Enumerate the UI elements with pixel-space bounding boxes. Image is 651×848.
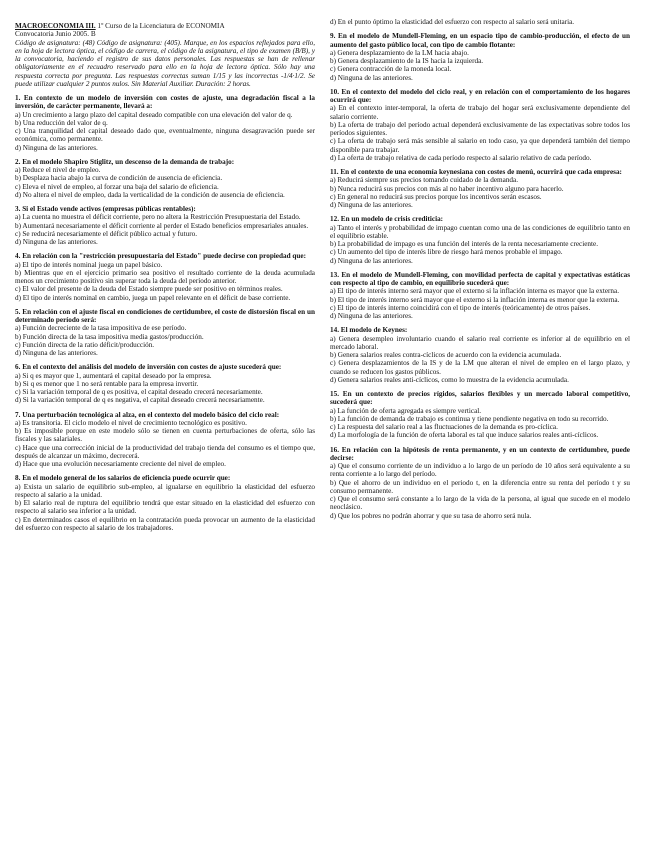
answer-option: c) Genera contracción de la moneda local. bbox=[330, 65, 452, 74]
answer-option: d) Ninguna de las anteriores. bbox=[15, 349, 98, 357]
question-stem: 3. Si el Estado vende activos (empresas públicas rentables): bbox=[15, 205, 196, 213]
answer-option: b) Genera desplazamiento de la IS hacia la izquierda. bbox=[330, 57, 484, 65]
question-block bbox=[330, 215, 630, 265]
question-stem: 16. En relación con la hipótesis de renta permanente, y en un contexto de certidumbre, puede decirse: bbox=[330, 445, 630, 462]
exam-title-line bbox=[15, 22, 315, 30]
answer-option: b) Una reducción del valor de q. bbox=[15, 118, 108, 127]
question-stem: 8. En el modelo general de los salarios de eficiencia puede ocurrir que: bbox=[15, 474, 231, 483]
answer-option: a) Genera desempleo involuntario cuando el salario real corriente es inferior al de equilibrio en el mercado laboral. bbox=[330, 334, 630, 351]
answer-option: b) Aumentará necesariamente el déficit corriente al perder el Estado beneficios empresariales anuales. bbox=[15, 221, 309, 230]
answer-option: a) Reduce el nivel de empleo. bbox=[15, 166, 101, 174]
answer-option: c) Que el consumo será constante a lo largo de la vida de la persona, al igual que sucede en el modelo neoclásico. bbox=[330, 495, 630, 512]
answer-option: c) Una tranquilidad del capital deseado dado que, eventualmente, ninguna desagravación puede ser económica, como permanente. bbox=[15, 127, 315, 144]
answer-option: d) No altera el nivel de empleo, dada la verticalidad de la condición de ausencia de eficiencia. bbox=[15, 190, 285, 199]
question-block bbox=[330, 326, 630, 384]
answer-option: a) En el contexto inter-temporal, la oferta de trabajo del hogar será exclusivamente dependiente del salario corriente. bbox=[330, 104, 630, 121]
continued-option bbox=[330, 18, 630, 26]
question-block bbox=[330, 390, 630, 440]
question-block bbox=[15, 158, 315, 199]
question-block bbox=[330, 88, 630, 162]
question-stem: 9. En el modelo de Mundell-Fleming, en un espacio tipo de cambio-producción, el efecto de un aumento del gasto público local, con tipo de cambio flotante: bbox=[330, 32, 630, 49]
answer-option: c) En general no reducirá sus precios porque los incentivos serán escasos. bbox=[330, 192, 542, 201]
answer-option: c) Eleva el nivel de empleo, al forzar una baja del salario de eficiencia. bbox=[15, 182, 219, 191]
left-question-list bbox=[15, 94, 315, 532]
question-stem: 7. Una perturbación tecnológica al alza, en el contexto del modelo básico del ciclo real: bbox=[15, 410, 280, 419]
answer-option: a) Que el consumo corriente de un individuo a lo largo de un período de 10 años será equivalente a su renta corriente a lo largo del período. bbox=[330, 462, 630, 479]
answer-option: d) Genera salarios reales anti-cíclicos, como lo muestra de la evidencia acumulada. bbox=[330, 375, 569, 384]
answer-option: a) Si q es mayor que 1, aumentará el capital deseado por la empresa. bbox=[15, 371, 212, 380]
question-block bbox=[15, 252, 315, 302]
answer-option: d) Hace que una evolución necesariamente creciente del nivel de empleo. bbox=[15, 460, 226, 468]
answer-option: a) Es transitoria. El ciclo modelo el nivel de crecimiento tecnológico es positivo. bbox=[15, 418, 247, 427]
answer-option: b) Desplaza hacia abajo la curva de condición de ausencia de eficiencia. bbox=[15, 174, 223, 183]
answer-option: a) La función de oferta agregada es siempre vertical. bbox=[330, 406, 482, 415]
answer-option: d) Ninguna de las anteriores. bbox=[15, 143, 98, 152]
question-block bbox=[15, 308, 315, 358]
answer-option: b) La probabilidad de impago es una función del interés de la renta necesariamente creciente. bbox=[330, 240, 599, 248]
answer-option: d) La morfología de la función de oferta laboral es tal que induce salarios reales anti-cíclicos. bbox=[330, 431, 599, 440]
answer-option: d) El tipo de interés nominal en cambio, juega un papel relevante en el déficit de base corriente. bbox=[15, 293, 291, 302]
answer-option: a) Función decreciente de la tasa impositiva de ese período. bbox=[15, 324, 187, 333]
question-block bbox=[330, 168, 630, 209]
exam-instructions: Código de asignatura: (48) Código de asignatura: (405). Marque, en los espacios reflejados para ello, en la hoja de lectora óptica, el código de carrera, el código de la asignatura, el tipo de examen (B/B), y la convocatoria, haciendo el registro de sus datos personales. Las respuestas se han de rellenar obligatoriamente en el recuadro reservado para ello en la hoja de lectora óptica. Sólo hay una respuesta correcta por pregunta. Las respuestas correctas suman 1/15 y las incorrectas -1/4·1/2. Se puede utilizar cualquier 2 puntos nulos. Sin Material Auxiliar. Duración: 2 horas. bbox=[15, 38, 315, 88]
answer-option: b) Nunca reducirá sus precios con más al no haber incentivo alguno para hacerlo. bbox=[330, 184, 564, 193]
answer-option: a) Reducirá siempre sus precios tomando cuidado de la demanda. bbox=[330, 176, 519, 185]
question-stem: 14. El modelo de Keynes: bbox=[330, 326, 408, 335]
answer-option: b) Es imposible porque en este modelo sólo se tienen en cuenta perturbaciones de oferta, sólo las fiscales y las salariales. bbox=[15, 427, 315, 444]
answer-option: b) Función directa de la tasa impositiva media gastos/producción. bbox=[15, 332, 204, 341]
question-stem: 1. En contexto de un modelo de inversión con costes de ajuste, una degradación fiscal a la inversión, de carácter permanente, llevará a: bbox=[15, 94, 315, 111]
question-stem: 2. En el modelo Shapiro Stiglitz, un descenso de la demanda de trabajo: bbox=[15, 157, 235, 166]
exam-course: 1º Curso de la Licenciatura de ECONOMIA bbox=[95, 22, 225, 30]
left-column bbox=[15, 22, 315, 538]
answer-option: d) La oferta de trabajo relativa de cada período respecto al salario relativo de cada período. bbox=[330, 153, 592, 162]
answer-option: a) Exista un salario de equilibrio sub-empleo, al igualarse en equilibrio la elasticidad del esfuerzo respecto al salario a la unidad. bbox=[15, 482, 315, 499]
question-stem: 11. En el contexto de una economía keynesiana con costes de menú, ocurrirá que cada empresa: bbox=[330, 168, 622, 176]
answer-option: b) Mientras que en el ejercicio primario sea positivo el resultado corriente de la deuda acumulada menos un crecimiento positivo sin superar toda la deuda del período anterior. bbox=[15, 268, 315, 285]
answer-option: a) El tipo de interés interno será mayor que el externo si la inflación interna es mayor que la externa. bbox=[330, 287, 619, 296]
answer-option: d) Ninguna de las anteriores. bbox=[15, 238, 98, 246]
answer-option: c) Genera desplazamientos de la IS y de la LM que alteran el nivel de empleo en el largo plazo, y cuando se reducen los gastos públicos. bbox=[330, 359, 630, 376]
question-stem: 12. En un modelo de crisis crediticia: bbox=[330, 215, 444, 224]
question-block bbox=[15, 411, 315, 469]
question-stem: 10. En el contexto del modelo del ciclo real, y en relación con el comportamiento de los hogares ocurrirá que: bbox=[330, 87, 630, 104]
exam-session: Convocatoria Junio 2005. B bbox=[15, 30, 96, 39]
question-stem: 5. En relación con el ajuste fiscal en condiciones de certidumbre, el coste de distorsión fiscal en un determinado período será: bbox=[15, 307, 315, 324]
question-block bbox=[330, 271, 630, 321]
question-stem: 13. En el modelo de Mundell-Fleming, con movilidad perfecta de capital y expectativas estáticas con respecto al tipo de cambio, en equilibrio sucederá que: bbox=[330, 270, 630, 287]
answer-option: b) Que el ahorro de un individuo en el periodo t, en la diferencia entre su renta del período t y su consumo permanente. bbox=[330, 478, 630, 495]
question-block bbox=[330, 446, 630, 520]
question-block bbox=[15, 363, 315, 404]
question-block bbox=[15, 205, 315, 246]
exam-header bbox=[15, 22, 315, 88]
answer-option: a) El tipo de interés nominal juega un papel básico. bbox=[15, 260, 163, 269]
answer-option: c) La respuesta del salario real a las fluctuaciones de la demanda es pro-cíclica. bbox=[330, 423, 558, 431]
answer-option: a) Un crecimiento a largo plazo del capital deseado compatible con una elevación del valor de q. bbox=[15, 110, 293, 119]
right-column bbox=[330, 18, 630, 526]
question-block bbox=[330, 32, 630, 82]
answer-option: a) La cuenta no muestra el déficit corriente, pero no altera la Restricción Presupuestaria del Estado. bbox=[15, 213, 301, 222]
answer-option: b) El salario real de ruptura del equilibrio tendrá que estar situado en la elasticidad del esfuerzo con respecto al salario sea inferior a la unidad. bbox=[15, 499, 315, 516]
answer-option: c) Si la variación temporal de q es positiva, el capital deseado crecerá necesariamente. bbox=[15, 388, 263, 396]
answer-option: b) La función de demanda de trabajo es continua y tiene pendiente negativa en todo su recorrido. bbox=[330, 414, 609, 423]
right-question-list bbox=[330, 32, 630, 520]
answer-option: c) En determinados casos el equilibrio en la contratación pueda provocar un aumento de la elasticidad del esfuerzo con respecto al salario de los trabajadores. bbox=[15, 515, 315, 532]
question-stem: 4. En relación con la "restricción presupuestaria del Estado" puede decirse con propiedad que: bbox=[15, 252, 306, 261]
answer-option: a) Genera desplazamiento de la LM hacia abajo. bbox=[330, 48, 469, 57]
answer-option: c) Hace que una corrección inicial de la productividad del trabajo tienda del consumo es el tiempo que, después de alcanzar un máximo, decrecerá. bbox=[15, 443, 315, 460]
answer-option: c) El valor del presente de la deuda del Estado siempre puede ser positivo en términos reales. bbox=[15, 285, 283, 294]
answer-option: c) Función directa de la ratio déficit/producción. bbox=[15, 340, 155, 349]
answer-option: b) La oferta de trabajo del período actual dependerá exclusivamente de las expectativas sobre todos los períodos siguientes. bbox=[330, 120, 630, 137]
question-block bbox=[15, 474, 315, 532]
answer-option: d) Que los pobres no podrán ahorrar y que su tasa de ahorro será nula. bbox=[330, 511, 532, 520]
continued-option-text: d) En el punto óptimo la elasticidad del esfuerzo con respecto al salario será unitaria. bbox=[330, 18, 575, 26]
answer-option: d) Si la variación temporal de q es negativa, el capital deseado crecerá necesariamente. bbox=[15, 396, 265, 405]
answer-option: d) Ninguna de las anteriores. bbox=[330, 201, 413, 209]
answer-option: c) Un aumento del tipo de interés libre de riesgo hará menos probable el impago. bbox=[330, 248, 563, 257]
question-stem: 15. En un contexto de precios rígidos, salarios flexibles y un mercado laboral competitivo, sucederá que: bbox=[330, 390, 630, 407]
answer-option: c) El tipo de interés interno coincidirá con el tipo de interés (teóricamente) de otros países. bbox=[330, 303, 591, 312]
answer-option: a) Tanto el interés y probabilidad de impago cuentan como una de las condiciones de equilibrio tanto en el equilibrio estable. bbox=[330, 223, 630, 240]
answer-option: d) Ninguna de las anteriores. bbox=[330, 73, 413, 82]
exam-title: MACROECONOMIA III. bbox=[15, 22, 96, 30]
answer-option: c) La oferta de trabajo será más sensible al salario en todo caso, ya que dependerá también del tiempo disponible para trabajar. bbox=[330, 137, 630, 154]
question-stem: 6. En el contexto del análisis del modelo de inversión con costes de ajuste sucederá que: bbox=[15, 363, 282, 372]
answer-option: b) Si q es menor que 1 no será rentable para la empresa invertir. bbox=[15, 379, 199, 388]
answer-option: d) Ninguna de las anteriores. bbox=[330, 312, 413, 320]
answer-option: b) Genera salarios reales contra-cíclicos de acuerdo con la evidencia acumulada. bbox=[330, 351, 562, 359]
answer-option: c) Se reducirá necesariamente el déficit público actual y futuro. bbox=[15, 229, 197, 238]
question-block bbox=[15, 94, 315, 152]
answer-option: b) El tipo de interés interno será mayor que el externo si la inflación interna es menor que la externa. bbox=[330, 295, 620, 304]
answer-option: d) Ninguna de las anteriores. bbox=[330, 256, 413, 265]
